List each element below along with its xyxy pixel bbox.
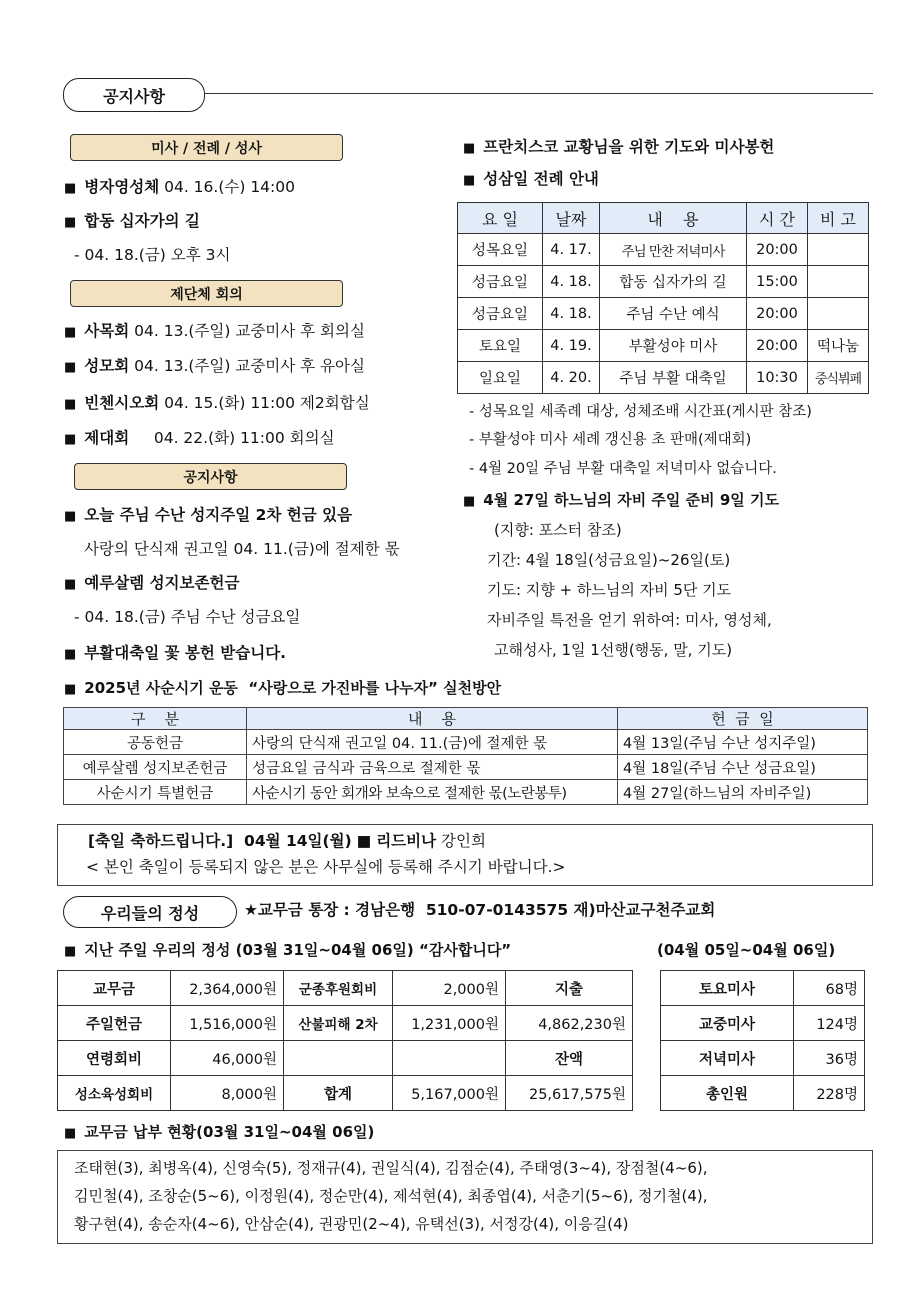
divider bbox=[205, 93, 873, 94]
attendance-table bbox=[660, 970, 865, 1111]
finance-table bbox=[57, 970, 633, 1111]
list-item: ■ 지난 주일 우리의 정성 (03월 31일~04월 06일) “감사합니다” bbox=[64, 941, 512, 959]
list-item: ■ 사목회 04. 13.(주일) 교중미사 후 회의실 bbox=[64, 322, 365, 340]
col-header: 날짜 bbox=[543, 203, 600, 234]
cell: 4. 18. bbox=[543, 298, 600, 330]
list-item: ■ 예루살렘 성지보존헌금 bbox=[64, 574, 240, 592]
item-text: 부활대축일 꽃 봉헌 받습니다. bbox=[84, 644, 287, 662]
list-item: ■ 2025년 사순시기 운동 “사랑으로 가진바를 나누자” 실천방안 bbox=[64, 679, 502, 697]
mass-heading-text: 미사 / 전례 / 성사 bbox=[151, 140, 262, 157]
cell: 사랑의 단식재 권고일 04. 11.(금)에 절제한 몫 bbox=[247, 730, 618, 755]
cell: 부활성야 미사 bbox=[600, 330, 747, 362]
cell: 총인원 bbox=[661, 1076, 794, 1111]
cell: 사순시기 동안 회개와 보속으로 절제한 몫(노란봉투) bbox=[247, 780, 618, 805]
cell: 20:00 bbox=[747, 330, 808, 362]
col-header: 비 고 bbox=[808, 203, 869, 234]
schedule-note: - 부활성야 미사 세례 갱신용 초 판매(제대회) bbox=[469, 432, 752, 448]
table-row bbox=[661, 971, 865, 1006]
table-row bbox=[458, 330, 869, 362]
table-header-row bbox=[458, 203, 869, 234]
item-label: 사목회 bbox=[84, 322, 130, 340]
table-row bbox=[458, 362, 869, 394]
cell: 성금요일 bbox=[458, 266, 543, 298]
cell bbox=[808, 234, 869, 266]
cell: 주님 만찬 저녁미사 bbox=[600, 234, 747, 266]
col-header: 헌 금 일 bbox=[618, 708, 868, 730]
item-label: 병자영성체 bbox=[84, 178, 160, 196]
cell: 4. 18. bbox=[543, 266, 600, 298]
item-text: 2025년 사순시기 운동 “사랑으로 가진바를 나누자” 실천방안 bbox=[84, 679, 502, 697]
dues-line: 김민철(4), 조창순(5~6), 이정원(4), 정순만(4), 제석현(4), 최종엽(4), 서춘기(5~6), 정기철(4), bbox=[74, 1187, 708, 1205]
cell: 15:00 bbox=[747, 266, 808, 298]
table-row bbox=[58, 1006, 633, 1041]
cell: 1,231,000원 bbox=[393, 1006, 506, 1041]
cell: 사순시기 특별헌금 bbox=[64, 780, 247, 805]
dues-box bbox=[57, 1150, 873, 1244]
cell: 주일헌금 bbox=[58, 1006, 171, 1041]
list-subtext: 사랑의 단식재 권고일 04. 11.(금)에 절제한 몫 bbox=[84, 540, 400, 558]
feast-saint: 리드비나 bbox=[376, 832, 437, 850]
col-header: 내 용 bbox=[600, 203, 747, 234]
cell: 주님 부활 대축일 bbox=[600, 362, 747, 394]
cell: 228명 bbox=[794, 1076, 865, 1111]
notice-section-title bbox=[63, 78, 205, 112]
novena-line: 기간: 4월 18일(성금요일)~26일(토) bbox=[487, 551, 731, 569]
cell: 성소육성회비 bbox=[58, 1076, 171, 1111]
cell: 20:00 bbox=[747, 298, 808, 330]
item-label: 합동 십자가의 길 bbox=[84, 212, 200, 230]
list-item: ■ 빈첸시오회 04. 15.(화) 11:00 제2회합실 bbox=[64, 394, 370, 412]
cell bbox=[808, 298, 869, 330]
item-text: 04. 16.(수) 14:00 bbox=[159, 178, 295, 196]
schedule-note: - 성목요일 세족례 대상, 성체조배 시간표(게시판 참조) bbox=[469, 404, 812, 420]
cell: 성목요일 bbox=[458, 234, 543, 266]
item-text: 프란치스코 교황님을 위한 기도와 미사봉헌 bbox=[483, 138, 775, 156]
item-text: 4월 27일 하느님의 자비 주일 준비 9일 기도 bbox=[483, 491, 779, 509]
cell: 8,000원 bbox=[171, 1076, 284, 1111]
item-text: 04. 15.(화) 11:00 제2회합실 bbox=[159, 394, 370, 412]
cell: 지출 bbox=[506, 971, 633, 1006]
table-row bbox=[661, 1076, 865, 1111]
cell bbox=[393, 1041, 506, 1076]
novena-line: 기도: 지향 + 하느님의 자비 5단 기도 bbox=[487, 581, 732, 599]
list-item: ■ 제대회 04. 22.(화) 11:00 회의실 bbox=[64, 429, 335, 447]
item-label: 성모회 bbox=[84, 357, 130, 375]
item-text: 성삼일 전례 안내 bbox=[483, 170, 599, 188]
feast-date: [축일 축하드립니다.] 04월 14일(월) bbox=[88, 832, 352, 850]
lent-campaign-table bbox=[63, 707, 868, 805]
attendance-period: (04월 05일~04월 06일) bbox=[657, 941, 836, 959]
feast-note: < 본인 축일이 등록되지 않은 분은 사무실에 등록해 주시기 바랍니다.> bbox=[86, 858, 566, 876]
cell: 예루살렘 성지보존헌금 bbox=[64, 755, 247, 780]
cell: 산불피해 2차 bbox=[284, 1006, 393, 1041]
cell: 25,617,575원 bbox=[506, 1076, 633, 1111]
table-row bbox=[458, 266, 869, 298]
list-item: ■ 성모회 04. 13.(주일) 교중미사 후 유아실 bbox=[64, 357, 365, 375]
table-row bbox=[661, 1006, 865, 1041]
col-header: 구 분 bbox=[64, 708, 247, 730]
schedule-note: - 4월 20일 주님 부활 대축일 저녁미사 없습니다. bbox=[469, 461, 777, 477]
cell: 떡나눔 bbox=[808, 330, 869, 362]
list-item: ■ 오늘 주님 수난 성지주일 2차 헌금 있음 bbox=[64, 506, 353, 524]
item-text: 04. 13.(주일) 교중미사 후 회의실 bbox=[129, 322, 365, 340]
cell: 46,000원 bbox=[171, 1041, 284, 1076]
cell: 4월 27일(하느님의 자비주일) bbox=[618, 780, 868, 805]
cell bbox=[284, 1041, 393, 1076]
cell: 4월 13일(주님 수난 성지주일) bbox=[618, 730, 868, 755]
table-row bbox=[58, 971, 633, 1006]
cell: 잔액 bbox=[506, 1041, 633, 1076]
list-item: ■ 부활대축일 꽃 봉헌 받습니다. bbox=[64, 644, 287, 662]
list-item: ■ 합동 십자가의 길 bbox=[64, 212, 200, 230]
item-text: 오늘 주님 수난 성지주일 2차 헌금 있음 bbox=[84, 506, 353, 524]
col-header: 내 용 bbox=[247, 708, 618, 730]
dues-line: 조태현(3), 최병옥(4), 신영숙(5), 정재규(4), 권일식(4), 김점순(4), 주태영(3~4), 장점철(4~6), bbox=[74, 1159, 708, 1177]
list-item: ■ 교무금 납부 현황(03월 31일~04월 06일) bbox=[64, 1123, 375, 1141]
table-row bbox=[64, 730, 868, 755]
cell bbox=[808, 266, 869, 298]
cell: 교무금 bbox=[58, 971, 171, 1006]
offering-section-title bbox=[63, 896, 237, 928]
list-subtext: - 04. 18.(금) 주님 수난 성금요일 bbox=[74, 608, 301, 626]
item-label: 제대회 bbox=[84, 429, 130, 447]
item-label: 빈첸시오회 bbox=[84, 394, 160, 412]
cell: 2,000원 bbox=[393, 971, 506, 1006]
cell: 124명 bbox=[794, 1006, 865, 1041]
table-row bbox=[661, 1041, 865, 1076]
table-row bbox=[58, 1041, 633, 1076]
cell: 68명 bbox=[794, 971, 865, 1006]
cell: 일요일 bbox=[458, 362, 543, 394]
table-header-row bbox=[64, 708, 868, 730]
cell: 성금요일 bbox=[458, 298, 543, 330]
feast-box bbox=[57, 824, 873, 886]
org-heading bbox=[70, 280, 343, 307]
notice-heading bbox=[74, 463, 347, 490]
table-row bbox=[58, 1076, 633, 1111]
cell: 주님 수난 예식 bbox=[600, 298, 747, 330]
cell: 4. 20. bbox=[543, 362, 600, 394]
novena-line: (지향: 포스터 참조) bbox=[494, 521, 622, 539]
mass-heading bbox=[70, 134, 343, 161]
cell: 36명 bbox=[794, 1041, 865, 1076]
item-text: 교무금 납부 현황(03월 31일~04월 06일) bbox=[84, 1123, 375, 1141]
cell: 공동헌금 bbox=[64, 730, 247, 755]
table-row bbox=[64, 780, 868, 805]
cell: 성금요일 금식과 금육으로 절제한 몫 bbox=[247, 755, 618, 780]
cell: 4. 17. bbox=[543, 234, 600, 266]
feast-line: [축일 축하드립니다.] 04월 14일(월) ■ 리드비나 강인희 bbox=[88, 832, 486, 850]
cell: 10:30 bbox=[747, 362, 808, 394]
table-row bbox=[458, 298, 869, 330]
dues-line: 황구현(4), 송순자(4~6), 안삼순(4), 권광민(2~4), 유택선(3), 서정강(4), 이응길(4) bbox=[74, 1215, 629, 1233]
triduum-schedule-table bbox=[457, 202, 869, 394]
cell: 토요미사 bbox=[661, 971, 794, 1006]
cell: 합동 십자가의 길 bbox=[600, 266, 747, 298]
list-item: ■ 4월 27일 하느님의 자비 주일 준비 9일 기도 bbox=[463, 491, 779, 509]
item-text: 04. 22.(화) 11:00 회의실 bbox=[129, 429, 335, 447]
notice-section-title-text: 공지사항 bbox=[103, 86, 165, 106]
offering-section-title-text: 우리들의 정성 bbox=[100, 903, 200, 923]
feast-person: 강인희 bbox=[436, 832, 486, 850]
cell: 4. 19. bbox=[543, 330, 600, 362]
cell: 연령회비 bbox=[58, 1041, 171, 1076]
list-subtext: - 04. 18.(금) 오후 3시 bbox=[74, 246, 231, 264]
cell: 군종후원회비 bbox=[284, 971, 393, 1006]
cell: 2,364,000원 bbox=[171, 971, 284, 1006]
item-text: 지난 주일 우리의 정성 (03월 31일~04월 06일) “감사합니다” bbox=[84, 941, 512, 959]
cell: 토요일 bbox=[458, 330, 543, 362]
item-text: 예루살렘 성지보존헌금 bbox=[84, 574, 240, 592]
col-header: 요 일 bbox=[458, 203, 543, 234]
cell: 중식뷔페 bbox=[808, 362, 869, 394]
item-text: 04. 13.(주일) 교중미사 후 유아실 bbox=[129, 357, 365, 375]
cell: 저녁미사 bbox=[661, 1041, 794, 1076]
table-row bbox=[64, 755, 868, 780]
col-header: 시 간 bbox=[747, 203, 808, 234]
list-item: ■ 성삼일 전례 안내 bbox=[463, 170, 599, 188]
bank-info: ★교무금 통장 : 경남은행 510-07-0143575 재)마산교구천주교회 bbox=[244, 901, 716, 919]
list-item: ■ 프란치스코 교황님을 위한 기도와 미사봉헌 bbox=[463, 138, 775, 156]
cell: 합계 bbox=[284, 1076, 393, 1111]
org-heading-text: 제단체 회의 bbox=[170, 286, 243, 303]
novena-line: 자비주일 특전을 얻기 위하여: 미사, 영성체, bbox=[487, 611, 772, 629]
cell: 4,862,230원 bbox=[506, 1006, 633, 1041]
cell: 20:00 bbox=[747, 234, 808, 266]
notice-heading-text: 공지사항 bbox=[183, 469, 238, 486]
cell: 5,167,000원 bbox=[393, 1076, 506, 1111]
cell: 교중미사 bbox=[661, 1006, 794, 1041]
list-item: ■ 병자영성체 04. 16.(수) 14:00 bbox=[64, 178, 295, 196]
cell: 4월 18일(주님 수난 성금요일) bbox=[618, 755, 868, 780]
novena-line: 고해성사, 1일 1선행(행동, 말, 기도) bbox=[494, 641, 733, 659]
cell: 1,516,000원 bbox=[171, 1006, 284, 1041]
table-row bbox=[458, 234, 869, 266]
